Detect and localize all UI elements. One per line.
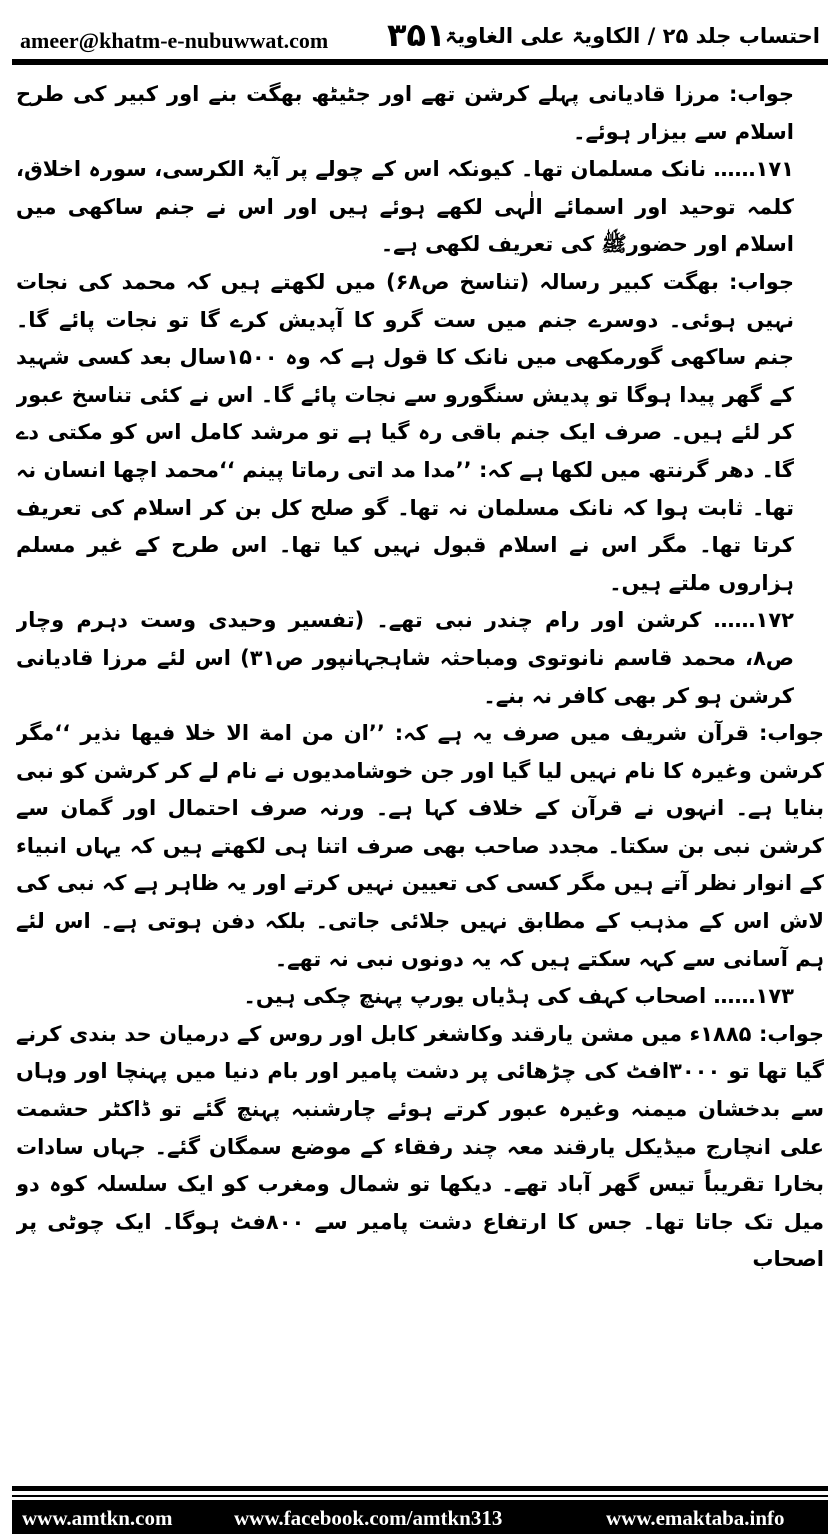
header-email: ameer@khatm-e-nubuwwat.com bbox=[20, 28, 329, 53]
page-footer bbox=[12, 1500, 828, 1534]
page-body bbox=[16, 76, 824, 1476]
page-number: ۳۵۱ bbox=[387, 16, 446, 54]
footer-link-emaktaba[interactable]: www.emaktaba.info bbox=[606, 1506, 785, 1530]
running-title: احتساب جلد ۲۵ / الکاویۃ علی الغاویۃ bbox=[445, 24, 820, 48]
question-paragraph: ۱۷۳…… اصحاب کہف کی ہڈیاں یورپ پہنچ چکی ہیں۔ bbox=[243, 984, 794, 1009]
answer-paragraph: جواب: بھگت کبیر رسالہ (تناسخ ص۶۸) میں لکھتے ہیں کہ محمد کی نجات نہیں ہوئی۔ دوسرے جنم میں ست گرو کا آپدیش کرے گا تو نجات پائے گا۔ جنم ساکھی گورمکھی میں نانک کا قول ہے کہ وہ ۱۵۰۰سال بعد کسی شہید کے گھر پیدا ہوگا تو پدیش سنگورو سے نجات پائے گا۔ اس نے کئی تناسخ عبور کر لئے ہیں۔ صرف ایک جنم باقی رہ گیا ہے تو مرشد کامل اس کو مکتی دے گا۔ دھر گرنتھ میں لکھا ہے کہ: ’’مدا مد اتی رماتا پینم ‘‘محمد اچھا انسان نہ تھا۔ ثابت ہوا کہ نانک مسلمان نہ تھا۔ گو صلح کل بن کر اسلام کی تعریف کرتا تھا۔ مگر اس نے اسلام قبول نہیں کیا تھا۔ اس طرح کے غیر مسلم ہزاروں ملتے ہیں۔ bbox=[16, 269, 794, 595]
question-paragraph: ۱۷۲…… کرشن اور رام چندر نبی تھے۔ (تفسیر وحیدی وست دہرم وچار ص۸، محمد قاسم نانوتوی ومباحثہ شاہجہانپور ص۳۱) اس لئے مرزا قادیانی کرشن ہو کر بھی کافر نہ بنے۔ bbox=[16, 608, 795, 708]
footer-rule bbox=[12, 1486, 828, 1491]
page-header bbox=[12, 12, 828, 54]
footer-rule-thin bbox=[12, 1495, 828, 1497]
question-paragraph: ۱۷۱…… نانک مسلمان تھا۔ کیونکہ اس کے چولے پر آیۃ الکرسی، سورہ اخلاق، کلمہ توحید اور اسمائے الٰہی لکھے ہوئے ہیں اور اس نے جنم ساکھی میں اسلام اور حضورﷺ کی تعریف لکھی ہے۔ bbox=[16, 157, 794, 257]
answer-paragraph: جواب: قرآن شریف میں صرف یہ ہے کہ: ’’ان من امة الا خلا فیها نذیر ‘‘مگر کرشن وغیرہ کا نام نہیں لیا گیا اور جن خوشامدیوں نے نام لے کر کرشن کو نبی بنایا ہے۔ انہوں نے قرآن کے خلاف کہا ہے۔ ورنہ صرف احتمال اور گمان سے کرشن نبی بن سکتا۔ مجدد صاحب بھی صرف اتنا ہی لکھتے ہیں کہ یہاں انبیاء کے انوار نظر آتے ہیں مگر کسی کی تعیین نہیں کرتے اور یہ ظاہر ہے کہ نبی کی لاش اس کے مذہب کے مطابق نہیں جلائی جاتی۔ بلکہ دفن ہوتی ہے۔ اس لئے ہم آسانی سے کہہ سکتے ہیں کہ یہ دونوں نبی نہ تھے۔ bbox=[16, 721, 824, 971]
answer-paragraph: جواب: ۱۸۸۵ء میں مشن یارقند وکاشغر کابل اور روس کے درمیان حد بندی کرنے گیا تھا تو ۳۰۰۰افٹ کی چڑھائی پر دشت پامیر اور بام دنیا میں پہنچا اور وہاں سے بدخشان میمنہ وغیرہ عبور کرتے ہوئے چارشنبہ پہنچ گئے تو ڈاکٹر حشمت علی انچارج میڈیکل یارقند معہ چند رفقاء کے موضع سمگان گئے۔ جہاں سادات بخارا تقریباً تیس گھر آباد تھے۔ دیکھا تو شمال ومغرب کو ایک سلسلہ کوہ دو میل تک جاتا تھا۔ جس کا ارتفاع دشت پامیر سے ۸۰۰فٹ ہوگا۔ ایک چوٹی پر اصحاب bbox=[16, 1021, 824, 1272]
footer-link-facebook[interactable]: www.facebook.com/amtkn313 bbox=[234, 1506, 503, 1530]
answer-paragraph: جواب: مرزا قادیانی پہلے کرشن تھے اور جٹیٹھ بھگت بنے اور کبیر کی طرح اسلام سے بیزار ہوئے۔ bbox=[16, 82, 794, 144]
header-rule bbox=[12, 59, 828, 65]
footer-link-amtkn[interactable]: www.amtkn.com bbox=[22, 1506, 173, 1530]
